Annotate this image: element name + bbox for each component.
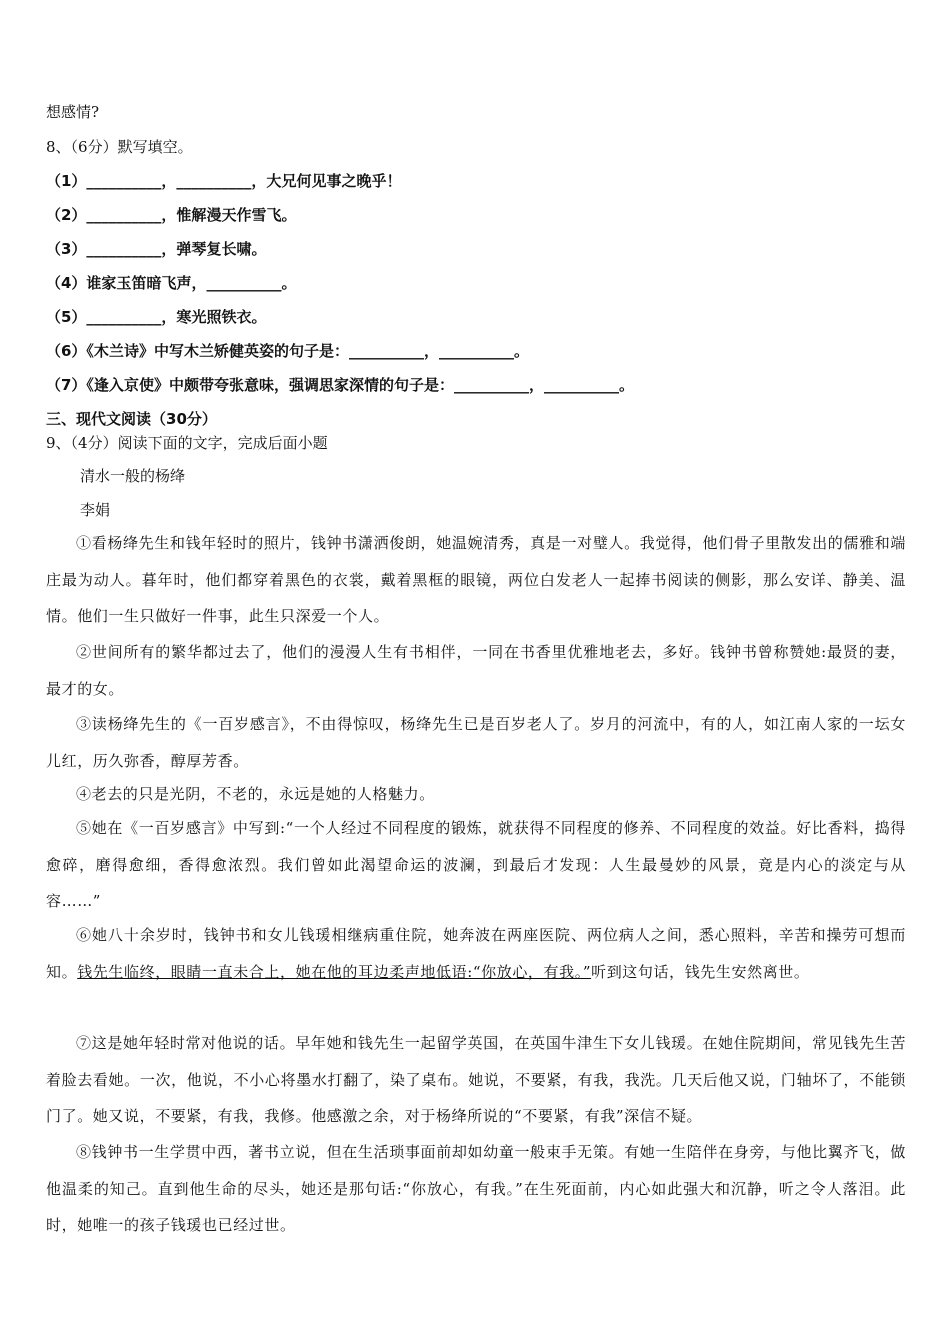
paragraph-4: ④老去的只是光阴，不老的，永远是她的人格魅力。 xyxy=(76,785,435,803)
paragraph-3: ③读杨绛先生的《一百岁感言》，不由得惊叹，杨绛先生已是百岁老人了。岁月的河流中，有的人，如江南人家的一坛女儿红，历久弥香，醇厚芳香。 xyxy=(46,715,906,770)
q8-item-5: （5）__________，寒光照铁衣。 xyxy=(46,308,267,326)
q8-item-3: （3）__________，弹琴复长啸。 xyxy=(46,240,267,258)
intro-tail-text: 想感情? xyxy=(46,103,100,121)
paragraph-6-text-b: 听到这句话，钱先生安然离世。 xyxy=(591,962,810,981)
paragraph-2: ②世间所有的繁华都过去了，他们的漫漫人生有书相伴，一同在书香里优雅地老去，多好。钱钟书曾称赞她:最贤的妻，最才的女。 xyxy=(46,643,906,698)
q8-item-4: （4）谁家玉笛暗飞声，__________。 xyxy=(46,274,297,292)
q8-item-6: （6）《木兰诗》中写木兰矫健英姿的句子是：__________，__________。 xyxy=(46,342,529,360)
paragraph-6-text-a: ⑥她八十余岁时，钱钟书和女儿钱瑗相继病重住院，她奔波在两座医院、两位病人之间，悉心照料，辛苦和操劳可想而知。 xyxy=(46,926,906,981)
q8-item-7: （7）《逢入京使》中颇带夸张意味，强调思家深情的句子是：__________，__________。 xyxy=(46,376,634,394)
article-author: 李娟 xyxy=(80,501,111,519)
paragraph-6-underlined-sentence: 钱先生临终，眼睛一直未合上，她在他的耳边柔声地低语:“你放心，有我。” xyxy=(77,962,592,981)
paragraph-8: ⑧钱钟书一生学贯中西，著书立说，但在生活琐事面前却如幼童一般束手无策。有她一生陪伴在身旁，与他比翼齐飞，做他温柔的知己。直到他生命的尽头，她还是那句话:“你放心，有我。”在生死面前，内心如此强大和沉静，听之令人落泪。此时，她唯一的孩子钱瑗也已经过世。 xyxy=(46,1143,906,1234)
q8-item-2: （2）__________，惟解漫天作雪飞。 xyxy=(46,206,297,224)
q9-header: 9、（4分）阅读下面的文字，完成后面小题 xyxy=(46,434,328,452)
q8-item-1: （1）__________，__________，大兄何见事之晚乎！ xyxy=(46,172,402,190)
paragraph-7: ⑦这是她年轻时常对他说的话。早年她和钱先生一起留学英国，在英国牛津生下女儿钱瑗。在她住院期间，常见钱先生苦着脸去看她。一次，他说，不小心将墨水打翻了，染了桌布。她说，不要紧，有我，我洗。几天后他又说，门轴坏了，不能锁门了。她又说，不要紧，有我，我修。他感激之余，对于杨绛所说的“不要紧，有我”深信不疑。 xyxy=(46,1034,906,1125)
paragraph-1: ①看杨绛先生和钱年轻时的照片，钱钟书潇洒俊朗，她温婉清秀，真是一对璧人。我觉得，他们骨子里散发出的儒雅和端庄最为动人。暮年时，他们都穿着黑色的衣裳，戴着黑框的眼镜，两位白发老人一起捧书阅读的侧影，那么安详、静美、温情。他们一生只做好一件事，此生只深爱一个人。 xyxy=(46,534,906,625)
section-3-heading: 三、现代文阅读（30分） xyxy=(46,410,217,428)
q8-header: 8、（6分）默写填空。 xyxy=(46,138,193,156)
article-title: 清水一般的杨绛 xyxy=(80,467,186,485)
paragraph-5: ⑤她在《一百岁感言》中写到:“一个人经过不同程度的锻炼，就获得不同程度的修养、不同程度的效益。好比香料，捣得愈碎，磨得愈细，香得愈浓烈。我们曾如此渴望命运的波澜，到最后才发现：人生最曼妙的风景，竟是内心的淡定与从容……” xyxy=(46,819,906,910)
paragraph-6 xyxy=(46,917,906,990)
